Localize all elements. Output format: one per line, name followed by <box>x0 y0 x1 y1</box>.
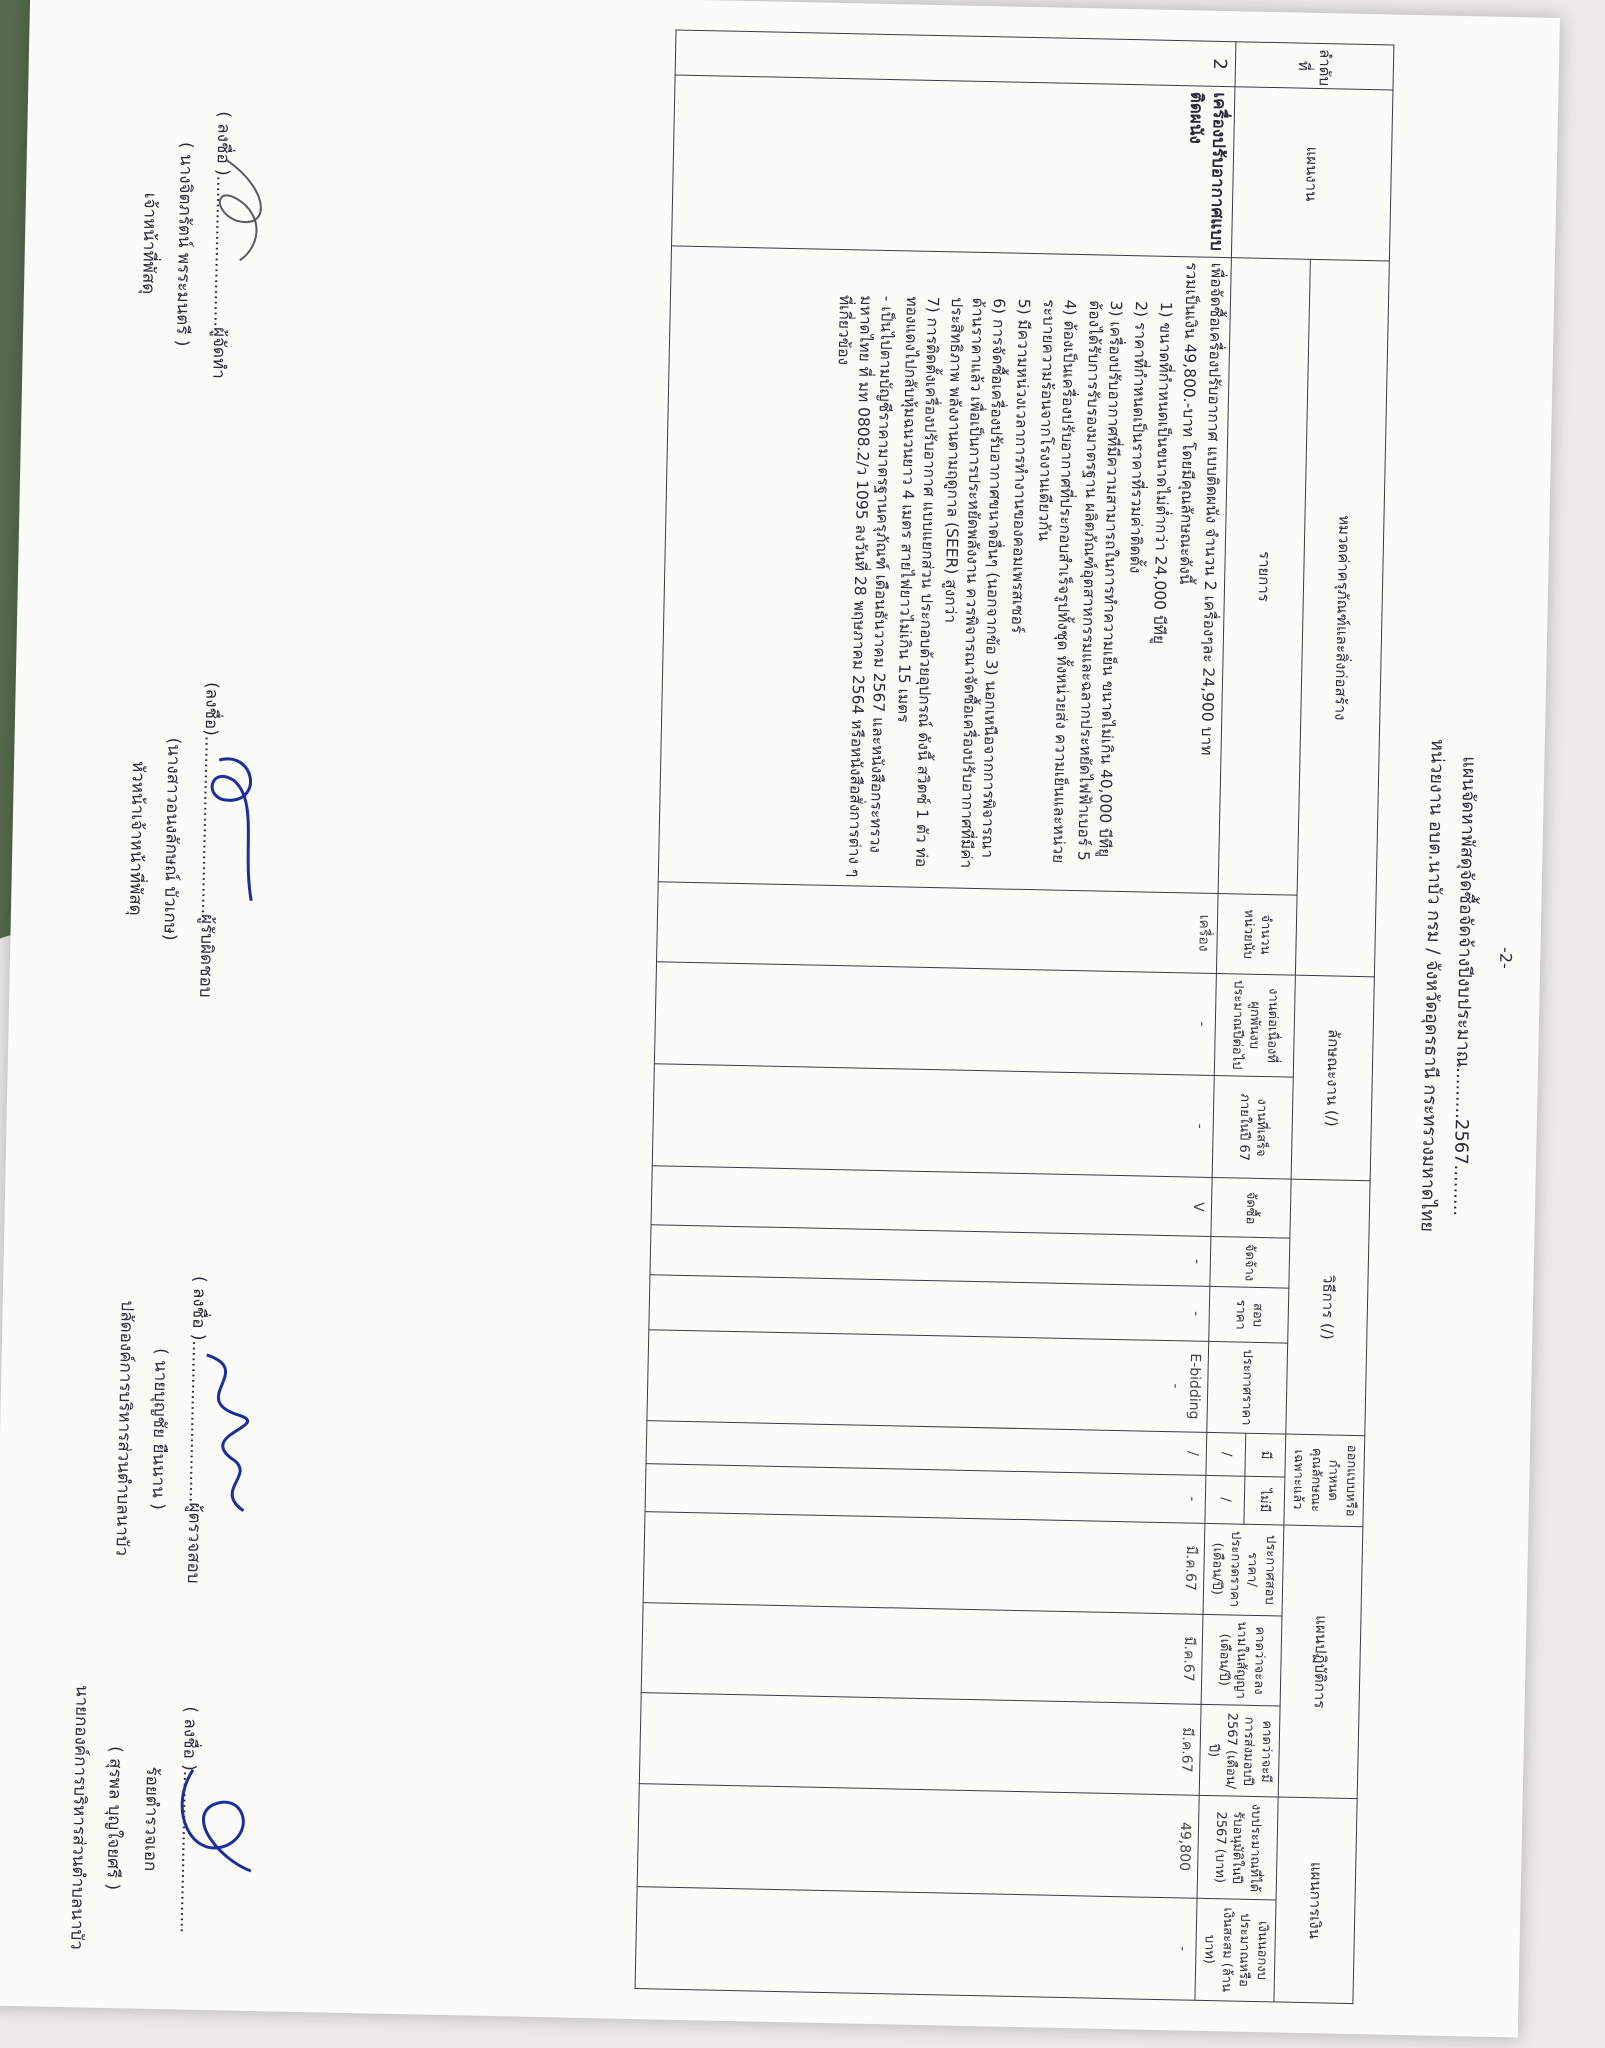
row-ops-sign: มี.ค.67 <box>641 1602 1203 1705</box>
signature-responsible <box>118 578 228 1100</box>
header-plan: แผนงาน <box>1231 87 1393 261</box>
row-design-yes: / <box>646 1420 1207 1475</box>
signature-line: ( ลงชื่อ )............................ผู้จัดทำ <box>208 111 234 379</box>
detail-line: รวมเป็นเงิน 49,800.-บาท โดยมีคุณลักษณะดังนี้ <box>1175 262 1201 585</box>
signature-scribble-preparer <box>204 150 276 271</box>
signer-rank: ร้อยตำรวจเอก <box>139 1766 163 1872</box>
detail-line: 2) ราคาที่กำหนดเป็นราคาที่รวมค่าติดตั้ง <box>1126 300 1150 574</box>
signature-preparer <box>131 28 239 460</box>
row-method-announce <box>647 1329 1209 1432</box>
header-ops-plan: แผนปฏิบัติการ <box>1278 1525 1363 1799</box>
row-project: เครื่องปรับอากาศแบบติดผนัง <box>671 75 1234 257</box>
signature-block <box>0 16 260 1980</box>
detail-line: 6) การจัดซื้อเครื่องปรับอากาศขนาดอื่นๆ (นอกจากข้อ 3) นอกเหนือจากการพิจารณาด้านราคาแล้ว เพื่อเป็นการประหยัดพลังงาน ควรพิจารณาจัดซื้อเครื่องปรับอากาศที่มีค่าประสิทธิภาพ พลังงานตามฤดูกาล (SEER) สูงกว่า <box>941 297 1009 869</box>
detail-line: 4) ต้องเป็นเครื่องปรับอากาศที่ประกอบสำเร็จรูปทั้งชุด ทั้งหน่วยส่ง ความเย็นและหน่วยระบายความร้อนจากโรงงานเดียวกัน <box>1035 299 1080 864</box>
header-category: หมวดค่าครุภัณฑ์และสิ่งก่อสร้าง <box>1295 259 1389 976</box>
header-nature-continuing: งานต่อเนื่องที่ผูกพันงบประมาณปีต่อไป <box>1214 973 1295 1077</box>
row-detail <box>658 246 1231 894</box>
row-ops-delivery: มี.ค.67 <box>639 1693 1201 1796</box>
header-method-buy: จัดซื้อ <box>1211 1178 1291 1239</box>
row-nature-continuing: - <box>654 961 1216 1075</box>
signature-scribble-mayor <box>161 1749 264 1881</box>
row-method-announce-dash: - <box>1166 1383 1184 1389</box>
header-qty-unit: จำนวน หน่วยนับ <box>1216 894 1297 975</box>
row-method-buy: V <box>651 1166 1212 1237</box>
header-finance: แผนการเงิน <box>1274 1797 1357 2003</box>
page-number: -2- <box>1496 946 1516 970</box>
signature-line: (ลงชื่อ).................................ผู้รับผิดชอบ <box>195 681 222 998</box>
row-fin-other: - <box>635 1886 1197 2000</box>
header-items: รายการ <box>1218 258 1310 896</box>
row-method-announce-value: E-bidding <box>1185 1353 1203 1420</box>
signature-scribble-checker <box>173 1339 267 1521</box>
detail-line: 7) การติดตั้งเครื่องปรับอากาศ แบบแยกส่วน ประกอบด้วยอุปกรณ์ ดังนี้ สวิตซ์ 1 ตัว ท่อทองแดงไปกลับหุ้มฉนวนยาว 4 เมตร สายไฟยาวไม่เกิน 15 เมตร <box>893 296 942 868</box>
signer-name: ( สุรพล บุญใจยศรี ) <box>102 1745 126 1891</box>
header-design-yes: มี <box>1245 1433 1285 1477</box>
header-nature: ลักษณะงาน (/) <box>1291 975 1374 1181</box>
row-seq: 2 <box>675 30 1236 87</box>
row-ops-announce: มี.ค.67 <box>643 1511 1205 1614</box>
signature-scribble-responsible <box>191 740 275 922</box>
header-fin-budget: งบประมาณที่ได้รับอนุมัติในปี 2567 (บาท) <box>1197 1796 1278 1900</box>
signer-position: เจ้าหน้าที่พัสดุ <box>137 192 161 295</box>
header-design-yes-mark: / <box>1206 1432 1246 1476</box>
row-design-no: - <box>645 1464 1206 1523</box>
document-title: แผนจัดหาพัสดุจัดซื้อจัดจ้างปีงบประมาณ.........2567......... <box>1448 756 1480 1217</box>
signer-name: (นางสาวอนงลักษณ์ บัวเกษ) <box>159 737 184 941</box>
row-fin-budget: 49,800 <box>637 1784 1199 1898</box>
document-subtitle: หน่วยงาน อบต.นาบัว กรม / จังหวัดอุดรธานี กระทรวงมหาดไทย <box>1416 738 1448 1233</box>
header-seq: ลำดับที่ <box>1235 42 1394 91</box>
signature-line: ( ลงชื่อ ).............................. <box>175 1706 201 1934</box>
header-ops-announce: ประกาศสอบราคา/ประกวดราคา (เดือน/ปี) <box>1203 1523 1284 1616</box>
detail-line: - เป็นไปตามบัญชีราคามาตรฐานครุภัณฑ์ เดือนธันวาคม 2567 และหนังสือกระทรวงมหาดไทย ที่ มท 0808.2/ว 1095 ลงวันที่ 28 พฤษภาคม 2564 หรือหนังสือสั่งการต่าง ๆ ที่เกี่ยวข้อง <box>834 294 896 878</box>
header-ops-delivery: คาดว่าจะมีการส่งมอบปี 2567 (เดือน/ปี) <box>1199 1705 1280 1798</box>
procurement-plan-table <box>634 29 1394 2004</box>
signature-line: ( ลงชื่อ )..............................ผู้ตรวจสอบ <box>182 1275 210 1584</box>
signer-position: หัวหน้าเจ้าหน้าที่พัสดุ <box>124 760 149 916</box>
row-nature-done: - <box>652 1064 1214 1178</box>
signer-name: ( นายบุญชัย ยืนนาน ) <box>147 1347 171 1511</box>
row-method-hire: - <box>650 1225 1211 1287</box>
signer-position: ปลัดองค์การบริหารส่วนตำบลนาบัว <box>111 1300 137 1557</box>
detail-line: 3) เครื่องปรับอากาศที่มีความสามารถในการทำความเย็น ขนาดไม่เกิน 40,000 บีทียู ต้องได้รับการรับรองมาตรฐาน ผลิตภัณฑ์อุตสาหกรรมและฉลากประหยัดไฟฟ้าเบอร์ 5 <box>1074 299 1125 862</box>
header-method-hire: จัดจ้าง <box>1209 1237 1289 1289</box>
header-design-no-mark: / <box>1205 1475 1246 1524</box>
header-ops-sign: คาดว่าจะลงนามในสัญญา (เดือน/ปี) <box>1201 1614 1282 1707</box>
signer-name: ( นางจิตภรัตน์ พรระมนตรี ) <box>171 141 197 347</box>
header-fin-other: เงินนอกงบประมาณหรือเงินสะสม (ล้านบาท) <box>1195 1898 1276 2002</box>
detail-line: เพื่อจัดซื้อเครื่องปรับอากาศ แบบติดผนัง จำนวน 2 เครื่องๆละ 24,900 บาท <box>1197 262 1226 756</box>
header-nature-done: งานที่เสร็จภายในปี 67 <box>1212 1075 1293 1179</box>
signature-checker <box>107 1218 215 1640</box>
row-method-price-check: - <box>648 1275 1209 1341</box>
header-design: ออกแบบหรือกำหนดคุณลักษณะเฉพาะแล้ว <box>1284 1434 1365 1527</box>
detail-line: 5) มีความหน่วงเวลาการทำงานของคอมเพรสเซอร์ <box>1008 298 1034 634</box>
signer-position: นายกองค์การบริหารส่วนตำบลนาบัว <box>66 1684 92 1951</box>
header-method-announce: ประกาศราคา <box>1206 1341 1287 1434</box>
detail-line: 1) ขนาดที่กำหนดเป็นขนาดไม่ต่ำกว่า 24,000 บีทียู <box>1149 301 1175 645</box>
header-method-price-check: สอบราคา <box>1208 1287 1288 1343</box>
table-row <box>635 30 1236 2000</box>
header-method: วิธีการ (/) <box>1286 1179 1371 1435</box>
signature-mayor <box>63 1657 206 1980</box>
header-design-no: ไม่มี <box>1244 1476 1285 1525</box>
row-unit: เครื่อง <box>656 882 1218 973</box>
